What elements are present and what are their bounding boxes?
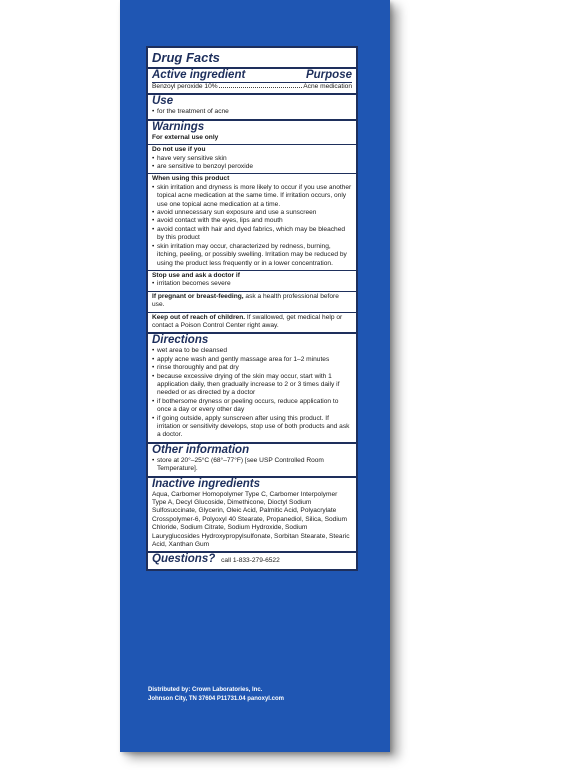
- distributor-line-2: Johnson City, TN 37604 P11731.04 panoxyl.com: [148, 696, 284, 702]
- other-information-item: • store at 20°–25°C (68°–77°F) [see USP Controlled Room Temperature].: [152, 457, 352, 474]
- use-section: [148, 93, 356, 116]
- do-not-use-item: • have very sensitive skin: [152, 155, 352, 163]
- stop-use-item: • irritation becomes severe: [152, 280, 352, 288]
- stop-use-section: [148, 270, 356, 289]
- when-using-item: • skin irritation may occur, characterized by redness, burning, itching, peeling, or possibly swelling. Irritation may be reduced by using the product less frequently or in a lower concentration.: [152, 243, 352, 268]
- external-use-text: For external use only: [152, 133, 219, 141]
- directions-heading: Directions: [152, 334, 209, 347]
- warnings-section: [148, 119, 356, 142]
- directions-item: • rinse thoroughly and pat dry: [152, 364, 352, 372]
- pregnancy-label: If pregnant or breast-feeding,: [152, 292, 244, 300]
- when-using-item: • avoid contact with hair and dyed fabrics, which may be bleached by this product: [152, 226, 352, 243]
- do-not-use-section: [148, 144, 356, 171]
- questions-heading: Questions?: [152, 553, 216, 566]
- when-using-item: • avoid unnecessary sun exposure and use a sunscreen: [152, 209, 352, 217]
- drug-facts-panel: [146, 46, 358, 571]
- inactive-ingredients-section: [148, 476, 356, 550]
- inactive-ingredients-text: Aqua, Carbomer Homopolymer Type C, Carbomer Interpolymer Type A, Decyl Glucoside, Dimethicone, Dioctyl Sodium Sulfosuccinate, Glycerin, Oleic Acid, Palmitic Acid, Polyacrylate Crosspolymer-6, Polyoxyl 40 Stearate, Propanediol, Silica, Sodium Chloride, Sodium Citrate, Sodium Hydroxide, Sodium Lauryglucosides Hydroxypropylsulfonate, Sorbitan Stearate, Stearic Acid, Xanthan Gum: [152, 490, 350, 549]
- active-ingredient-section: [148, 67, 356, 91]
- directions-section: [148, 332, 356, 439]
- leader-dots: [219, 87, 303, 88]
- inactive-ingredients-heading: Inactive ingredients: [152, 477, 261, 490]
- active-purpose: Acne medication: [303, 83, 352, 90]
- directions-item: • because excessive drying of the skin may occur, start with 1 application daily, then gradually increase to 2 or 3 times daily if needed or as directed by a doctor: [152, 373, 352, 398]
- when-using-section: [148, 173, 356, 267]
- pregnancy-section: [148, 291, 356, 310]
- when-using-item: • avoid contact with the eyes, lips and mouth: [152, 217, 352, 225]
- use-heading: Use: [152, 95, 174, 108]
- use-item: • for the treatment of acne: [152, 108, 352, 116]
- active-ingredient-heading: Active ingredient: [152, 69, 246, 81]
- directions-item: • apply acne wash and gently massage area for 1–2 minutes: [152, 356, 352, 364]
- when-using-item: • skin irritation and dryness is more likely to occur if you use another topical acne medication at the same time. If irritation occurs, only use one topical acne medication at a time.: [152, 184, 352, 209]
- questions-section: [148, 551, 356, 566]
- children-section: [148, 312, 356, 331]
- distributor-footer: [148, 686, 358, 704]
- children-text: If swallowed, get medical help or contact a Poison Control Center right away.: [152, 313, 343, 329]
- questions-phone: call 1-833-279-6522: [221, 557, 280, 565]
- purpose-heading: Purpose: [305, 69, 352, 81]
- stop-use-heading: Stop use and ask a doctor if: [152, 271, 240, 279]
- do-not-use-item: • are sensitive to benzoyl peroxide: [152, 163, 352, 171]
- do-not-use-heading: Do not use if you: [152, 146, 206, 154]
- drug-facts-title: Drug Facts: [152, 50, 220, 65]
- other-information-heading: Other information: [152, 443, 250, 456]
- other-information-section: [148, 442, 356, 474]
- warnings-heading: Warnings: [152, 120, 205, 133]
- directions-item: • if bothersome dryness or peeling occurs, reduce application to once a day or every other day: [152, 398, 352, 415]
- children-label: Keep out of reach of children.: [152, 313, 246, 321]
- active-ingredient-name: Benzoyl peroxide 10%: [152, 83, 218, 90]
- directions-item: • if going outside, apply sunscreen after using this product. If irritation or sensitivity develops, stop use of both products and ask a doctor.: [152, 415, 352, 440]
- directions-item: • wet area to be cleansed: [152, 347, 352, 355]
- pregnancy-text: ask a health professional before use.: [152, 292, 339, 309]
- distributor-line-1: Distributed by: Crown Laboratories, Inc.: [148, 687, 263, 693]
- when-using-heading: When using this product: [152, 175, 230, 183]
